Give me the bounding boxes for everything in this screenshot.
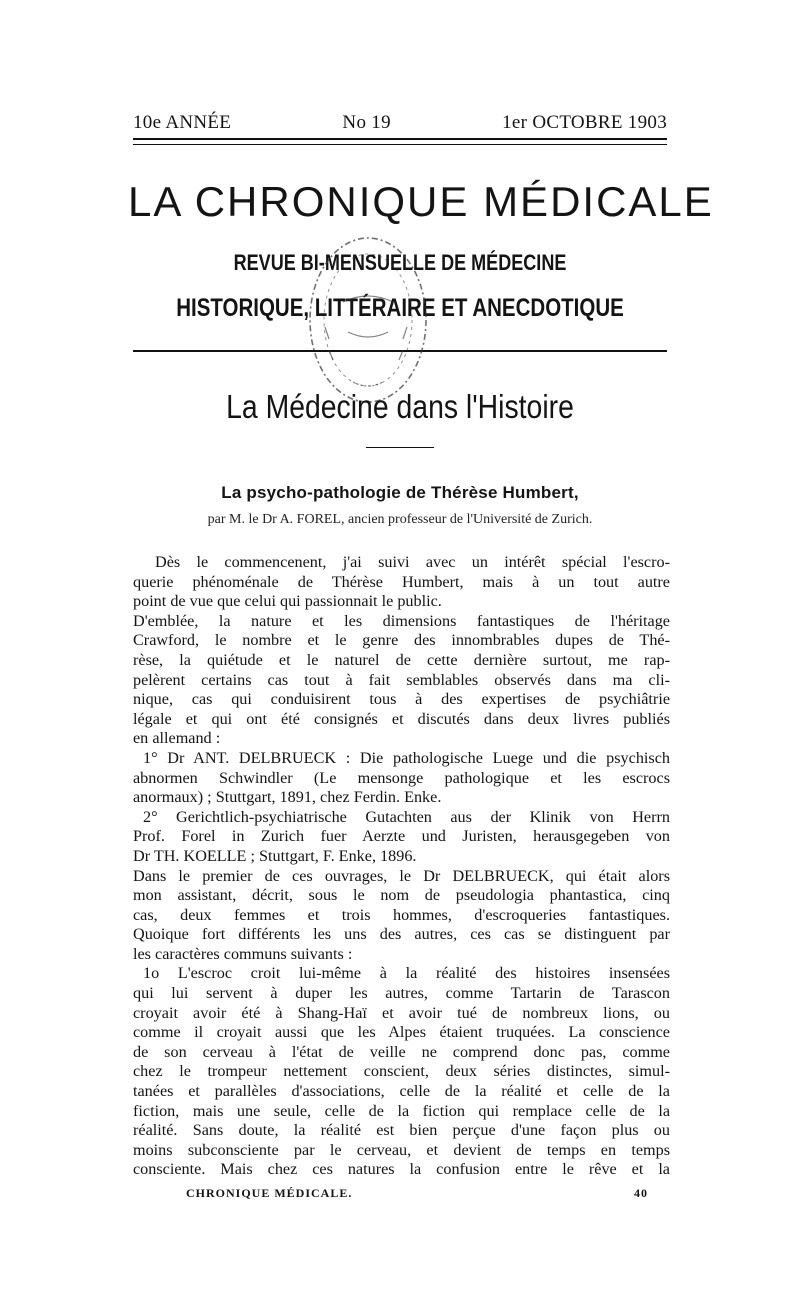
volume-year: 10e ANNÉE: [133, 112, 232, 133]
body-line: Dès le commencenent, j'ai suivi avec un intérêt spécial l'escro-: [155, 553, 670, 571]
footer-journal-name: CHRONIQUE MÉDICALE.: [186, 1186, 353, 1200]
body-line: Prof. Forel in Zurich fuer Aerzte und Juristen, herausgegeben von: [133, 827, 670, 846]
page-footer: [186, 1186, 648, 1201]
page-number: 40: [634, 1186, 648, 1200]
header-double-rule: [133, 138, 667, 145]
article-title: La psycho-pathologie de Thérèse Humbert,: [221, 483, 579, 502]
journal-title: LA CHRONIQUE MÉDICALE: [128, 178, 714, 225]
body-line: rèse, la quiétude et le naturel de cette dernière surtout, me rap-: [133, 650, 670, 669]
section-short-rule: [366, 447, 434, 448]
section-title: La Médecine dans l'Histoire: [226, 388, 574, 425]
article-byline: par M. le Dr A. FOREL, ancien professeur de l'Université de Zurich.: [207, 512, 593, 527]
body-line: anormaux) ; Stuttgart, 1891, chez Ferdin. Enke.: [133, 788, 442, 807]
article-body: [133, 553, 670, 1180]
body-line: tanées et parallèles d'associations, celle de la réalité et celle de la: [133, 1082, 670, 1101]
body-line: croyait avoir été à Shang-Haï et avoir tué de nombreux lions, ou: [133, 1003, 670, 1022]
body-line: comme il croyait aussi que les Alpes étaient truquées. La conscience: [133, 1023, 670, 1042]
body-line: les caractères communs suivants :: [133, 944, 353, 963]
journal-subtitle-line2: HISTORIQUE, LITTÉRAIRE ET ANECDOTIQUE: [176, 294, 624, 322]
body-line: 1° Dr ANT. DELBRUECK : Die pathologische Luege und die psychisch: [143, 748, 670, 767]
body-line: Crawford, le nombre et le genre des innombrables dupes de Thé-: [133, 631, 670, 650]
body-line: D'emblée, la nature et les dimensions fantastiques de l'héritage: [133, 611, 670, 630]
body-line: qui lui servent à duper les autres, comme Tartarin de Tarascon: [133, 984, 670, 1003]
body-line: en allemand :: [133, 729, 221, 748]
body-line: légale et qui ont été consignés et discutés dans deux livres publiés: [133, 709, 670, 728]
body-line: chez le trompeur nettement conscient, deux séries distinctes, simul-: [133, 1062, 670, 1081]
body-line: 2° Gerichtlich-psychiatrische Gutachten aus der Klinik von Herrn: [143, 807, 670, 826]
masthead-rule: [133, 350, 667, 352]
body-line: point de vue que celui qui passionnait le public.: [133, 592, 442, 611]
body-line: réalité. Sans doute, la réalité est bien perçue d'une façon plus ou: [133, 1121, 670, 1140]
journal-subtitle-line1: REVUE BI-MENSUELLE DE MÉDECINE: [233, 250, 567, 275]
body-line: querie phénoménale de Thérèse Humbert, mais à un tout autre: [133, 572, 670, 591]
body-line: pelèrent certains cas tout à fait semblables observés dans ma cli-: [133, 670, 670, 689]
body-line: Quoique fort différents les uns des autres, ces cas se distinguent par: [133, 925, 670, 944]
body-line: moins subconsciente par le cerveau, et devient de temps en temps: [133, 1140, 670, 1159]
body-line: de son cerveau à l'état de veille ne comprend donc pas, comme: [133, 1042, 670, 1061]
issue-number: No 19: [342, 112, 391, 133]
body-line: Dr TH. KOELLE ; Stuttgart, F. Enke, 1896.: [133, 846, 417, 865]
body-line: 1o L'escroc croit lui-même à la réalité des histoires insensées: [143, 964, 670, 983]
body-line: cas, deux femmes et trois hommes, d'escroqueries fantastiques.: [133, 905, 670, 924]
body-line: mon assistant, décrit, sous le nom de pseudologia phantastica, cinq: [133, 886, 670, 905]
body-line: Dans le premier de ces ouvrages, le Dr DELBRUECK, qui était alors: [133, 866, 670, 885]
issue-date: 1er OCTOBRE 1903: [502, 112, 667, 133]
issue-header: [133, 112, 667, 134]
body-line: fiction, mais une seule, celle de la fiction qui remplace celle de la: [133, 1101, 670, 1120]
body-line: consciente. Mais chez ces natures la confusion entre le rêve et la: [133, 1160, 670, 1179]
body-line: abnormen Schwindler (Le mensonge pathologique et les escrocs: [133, 768, 670, 787]
body-line: nique, cas qui conduisirent tous à des expertises de psychiâtrie: [133, 690, 670, 709]
